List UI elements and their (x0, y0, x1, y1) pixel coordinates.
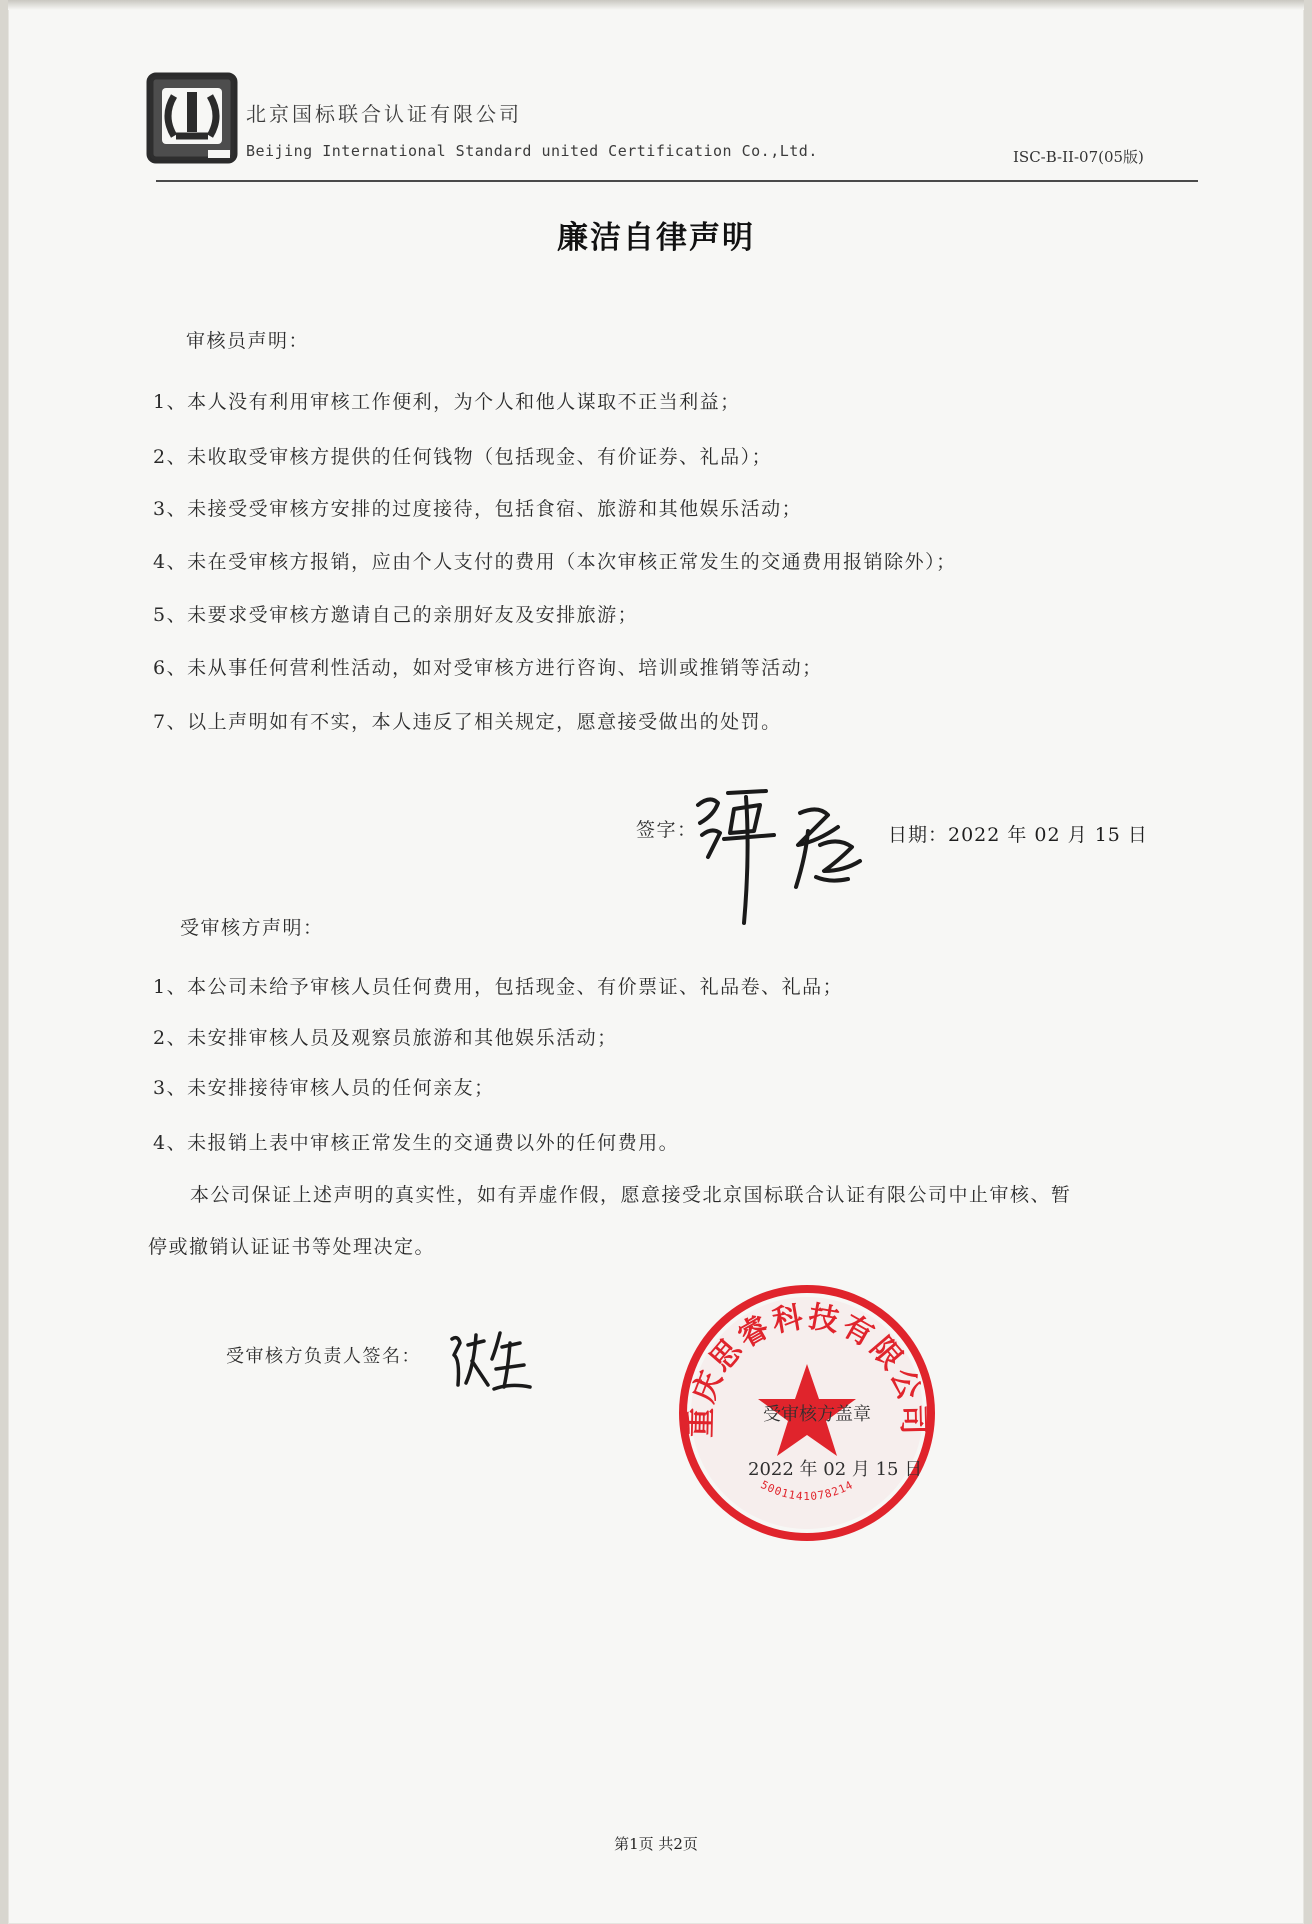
document-title: 廉洁自律声明 (557, 220, 755, 256)
auditor-item-6: 6、未从事任何营利性活动，如对受审核方进行咨询、培训或推销等活动； (153, 657, 823, 679)
auditee-declaration-heading: 受审核方声明： (180, 917, 324, 939)
auditor-item-1: 1、本人没有利用审核工作便利，为个人和他人谋取不正当利益； (153, 391, 741, 413)
auditor-item-2: 2、未收取受审核方提供的任何钱物（包括现金、有价证券、礼品）； (153, 446, 773, 468)
header-divider (156, 180, 1198, 182)
auditor-item-4: 4、未在受审核方报销，应由个人支付的费用（本次审核正常发生的交通费用报销除外）； (153, 551, 957, 573)
auditor-item-3: 3、未接受受审核方安排的过度接待，包括食宿、旅游和其他娱乐活动； (153, 498, 803, 520)
svg-text:5001141078214: 5001141078214 (758, 1478, 856, 1503)
company-name-chinese: 北京国标联合认证有限公司 (246, 102, 522, 126)
guarantee-statement-line-1: 本公司保证上述声明的真实性，如有弄虚作假，愿意接受北京国标联合认证有限公司中止审核、暂 (190, 1184, 1072, 1206)
auditee-stamp-caption: 受审核方盖章 (763, 1404, 871, 1425)
company-name-english: Beijing International Standard united Certification Co.,Ltd. (246, 142, 818, 160)
auditor-item-7: 7、以上声明如有不实，本人违反了相关规定，愿意接受做出的处罚。 (153, 711, 782, 733)
auditee-item-1: 1、本公司未给予审核人员任何费用，包括现金、有价票证、礼品卷、礼品； (153, 976, 844, 998)
guarantee-statement-line-2: 停或撤销认证证书等处理决定。 (148, 1236, 436, 1258)
page-number: 第1页 共2页 (614, 1835, 698, 1853)
auditor-item-5: 5、未要求受审核方邀请自己的亲朋好友及安排旅游； (153, 604, 639, 626)
auditee-item-3: 3、未安排接待审核人员的任何亲友； (153, 1077, 495, 1099)
signature-label: 签字： (636, 819, 698, 841)
svg-text:重庆思睿科技有限公司: 重庆思睿科技有限公司 (683, 1299, 931, 1438)
auditee-item-2: 2、未安排审核人员及观察员旅游和其他娱乐活动； (153, 1027, 618, 1049)
auditor-declaration-heading: 审核员声明： (186, 330, 310, 352)
responsible-person-signature-label: 受审核方负责人签名： (226, 1346, 421, 1367)
company-logo-icon (146, 72, 238, 164)
responsible-person-handwritten-signature (444, 1325, 534, 1395)
form-code: ISC-B-II-07(05版) (1013, 148, 1144, 166)
document-page (8, 0, 1304, 1924)
auditor-sign-date: 日期：2022 年 02 月 15 日 (888, 824, 1148, 846)
scan-edge (8, 0, 1304, 10)
auditor-handwritten-signature (688, 775, 868, 925)
auditee-stamp-date: 2022 年 02 月 15 日 (748, 1459, 923, 1480)
auditee-item-4: 4、未报销上表中审核正常发生的交通费以外的任何费用。 (153, 1132, 680, 1154)
